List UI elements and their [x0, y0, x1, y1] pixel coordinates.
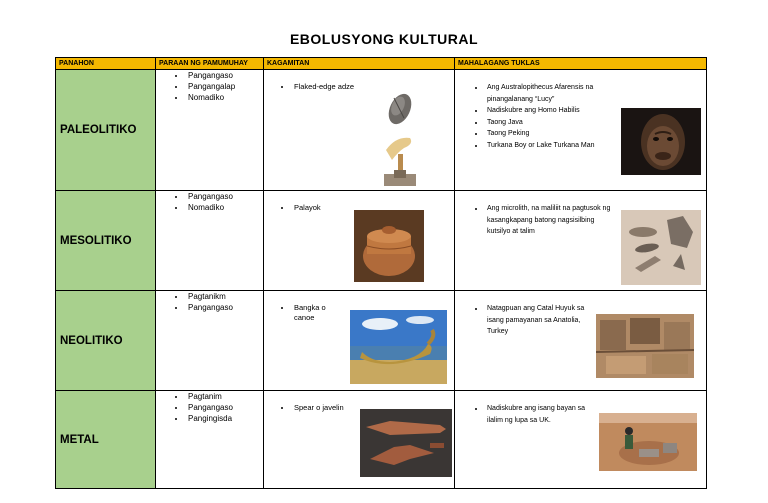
list-item: • Nomadiko: [186, 202, 263, 213]
list-item: • Nadiskubre ang Homo Habilis: [485, 105, 615, 117]
period-neolitiko: NEOLITIKO: [56, 291, 156, 391]
tools-cell: [264, 291, 455, 391]
period-metal: METAL: [56, 391, 156, 489]
list-item: • Taong Peking: [485, 128, 615, 140]
header-tuklas: MAHALAGANG TUKLAS: [455, 58, 707, 70]
list-item: • Turkana Boy or Lake Turkana Man: [485, 140, 615, 152]
list-item: • Pagtanim: [186, 391, 263, 402]
tools-cell: [264, 191, 455, 291]
discoveries-cell: [455, 291, 707, 391]
list-item: • Pangangaso: [186, 302, 263, 313]
discoveries-list: [455, 203, 613, 238]
header-kagamitan: KAGAMITAN: [264, 58, 455, 70]
header-row: [56, 58, 707, 70]
discoveries-cell: [455, 391, 707, 489]
discoveries-list: [455, 303, 597, 338]
lifestyle-cell: [156, 70, 264, 191]
lifestyle-list: [156, 191, 263, 213]
discoveries-list: [455, 403, 597, 426]
list-item: • Palayok: [292, 203, 454, 213]
reed-canoe-image: [350, 310, 447, 384]
header-panahon: PANAHON: [56, 58, 156, 70]
list-item: • Ang microlith, na maliliit na pagtusok ng kasangkapang batong nagsisilbing kutsilyo at talim: [485, 203, 613, 238]
document-title: EBOLUSYONG KULTURAL: [289, 31, 479, 47]
list-item: • Flaked-edge adze: [292, 82, 454, 92]
list-item: • Pangangaso: [186, 191, 263, 202]
list-item: • Pangangalap: [186, 81, 263, 92]
clay-pot-image: [354, 210, 424, 282]
tools-cell: [264, 391, 455, 489]
discoveries-list: [455, 82, 615, 151]
list-item: • Taong Java: [485, 117, 615, 129]
period-paleolitiko: PALEOLITIKO: [56, 70, 156, 191]
lifestyle-list: [156, 70, 263, 103]
list-item: • Pangangaso: [186, 402, 263, 413]
list-item: • Ang Australopithecus Afarensis na pinangalanang “Lucy”: [485, 82, 615, 105]
lifestyle-list: [156, 291, 263, 313]
table-row: [56, 70, 707, 191]
lifestyle-cell: [156, 291, 264, 391]
list-item: • Natagpuan ang Catal Huyuk sa isang pamayanan sa Anatolia, Turkey: [485, 303, 597, 338]
list-item: • Pagtanikm: [186, 291, 263, 302]
header-paraan: PARAAN NG PAMUMUHAY: [156, 58, 264, 70]
tools-cell: [264, 70, 455, 191]
list-item: • Nomadiko: [186, 92, 263, 103]
table-row: [56, 191, 707, 291]
lifestyle-cell: [156, 391, 264, 489]
cultural-evolution-table: [55, 57, 707, 489]
discoveries-cell: [455, 70, 707, 191]
hominid-face-image: [621, 108, 701, 175]
list-item: • Pangingisda: [186, 413, 263, 424]
list-item: • Pangangaso: [186, 70, 263, 81]
table-row: [56, 291, 707, 391]
list-item: • Bangka o canoe: [292, 303, 340, 323]
lifestyle-cell: [156, 191, 264, 291]
period-mesolitiko: MESOLITIKO: [56, 191, 156, 291]
list-item: • Spear o javelin: [292, 403, 454, 413]
spearhead-image: [360, 409, 452, 477]
hafted-adze-image: [380, 134, 420, 188]
list-item: • Nadiskubre ang isang bayan sa ilalim ng lupa sa UK.: [485, 403, 597, 426]
underground-town-image: [599, 413, 697, 471]
microlith-image: [621, 210, 701, 285]
tools-list: [264, 303, 340, 323]
lifestyle-list: [156, 391, 263, 424]
adze-stone-image: [382, 90, 418, 128]
tools-list: [264, 82, 454, 92]
table-row: [56, 391, 707, 489]
discoveries-cell: [455, 191, 707, 291]
catal-huyuk-image: [596, 314, 694, 378]
